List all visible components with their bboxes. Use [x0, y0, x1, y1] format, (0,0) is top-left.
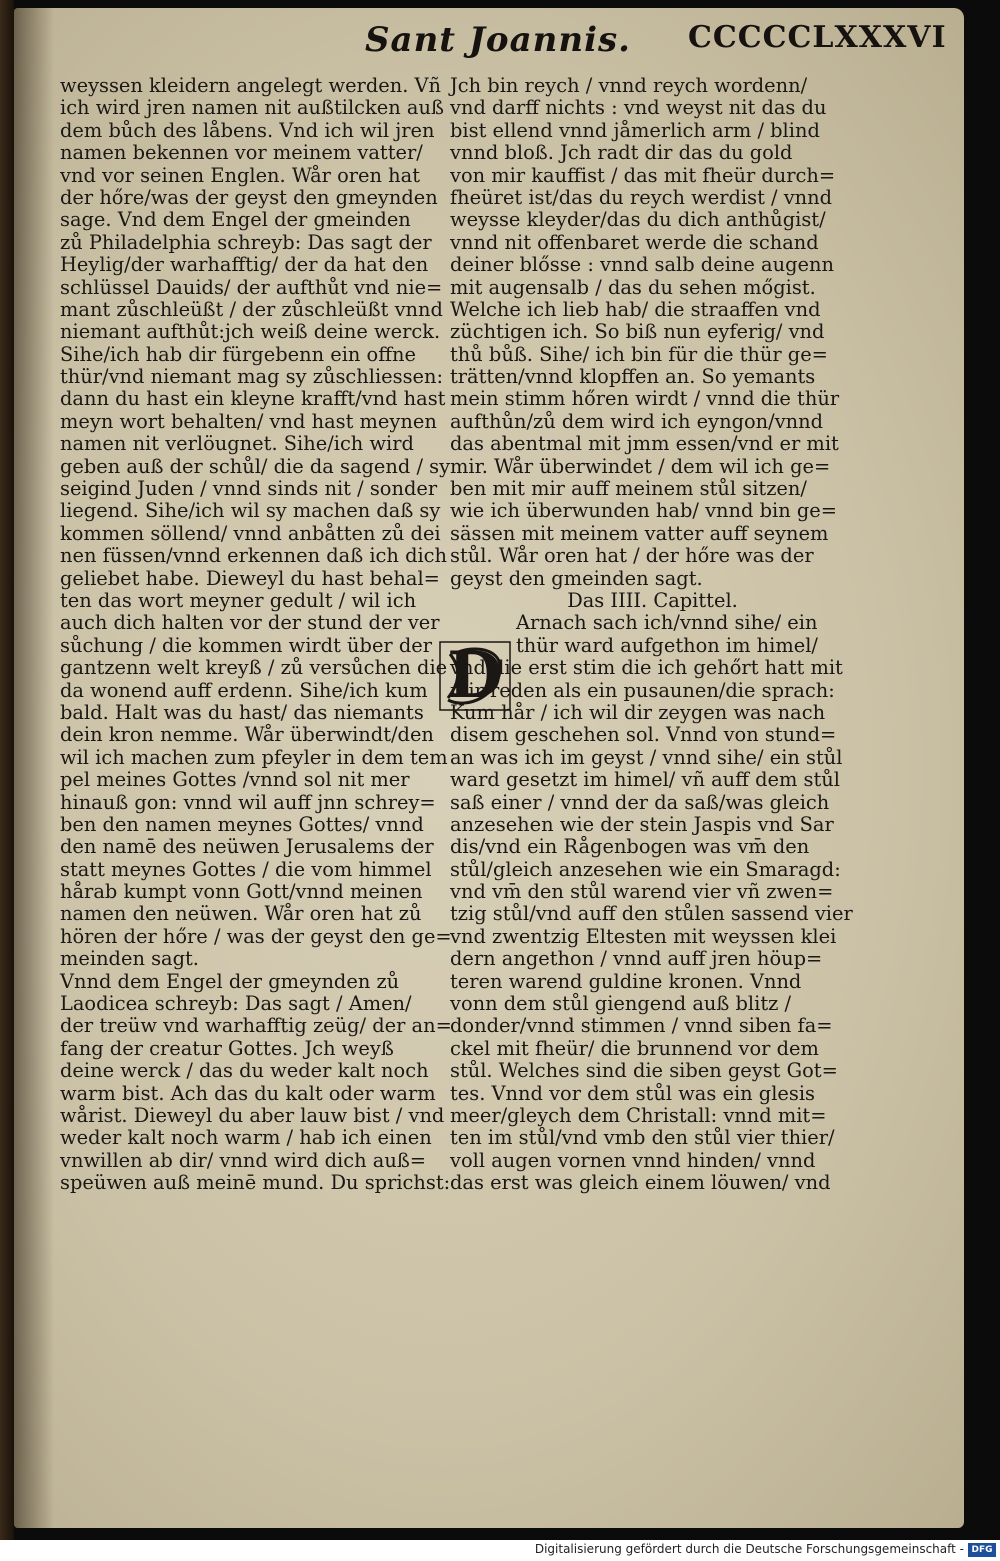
text-line: Welche ich lieb hab/ die straaffen vnd — [450, 297, 821, 321]
running-title: Sant Joannis. — [365, 20, 631, 60]
decorated-initial — [438, 640, 512, 712]
text-line: dis/vnd ein Rågenbogen was vm̄ den — [450, 835, 810, 859]
text-line: vnd vm̄ den stůl warend vier vñ zwen= — [450, 880, 834, 904]
text-line: vnnd nit offenbaret werde die schand — [450, 230, 819, 254]
text-line: vnd darff nichts : vnd weyst nit das du — [450, 96, 827, 120]
text-line: thür ward aufgethon im himel/ — [516, 633, 818, 657]
text-line: thů bůß. Sihe/ ich bin für die thür ge= — [450, 342, 828, 366]
text-line: stůl. Welches sind die siben geyst Got= — [450, 1059, 838, 1083]
text-line: weder kalt noch warm / hab ich einen — [60, 1126, 432, 1150]
text-line: fheüret ist/das du reych werdist / vnnd — [450, 185, 833, 209]
text-line: meinden sagt. — [60, 947, 199, 971]
funding-credit: Digitalisierung gefördert durch die Deutsche Forschungsgemeinschaft - — [534, 1542, 964, 1556]
text-line: vnd zwentzig Eltesten mit weyssen klei — [450, 924, 837, 948]
text-line: Heylig/der warhafftig/ der da hat den — [60, 253, 429, 277]
text-line: ich wird jren namen nit außtilcken auß — [60, 96, 444, 120]
text-line: hinauß gon: vnnd wil auff jnn schrey= — [60, 790, 436, 814]
text-line: ben den namen meynes Gottes/ vnnd — [60, 812, 424, 836]
text-line: trätten/vnnd klopffen an. So yemants — [450, 365, 816, 389]
text-line: hören der hőre / was der geyst den ge= — [60, 924, 452, 948]
text-line: sässen mit meinem vatter auff seynem — [450, 521, 829, 545]
text-line: ten das wort meyner gedult / wil ich — [60, 588, 417, 612]
text-line: ckel mit fheür/ die brunnend vor dem — [450, 1036, 819, 1060]
text-line: den namē des neüwen Jerusalems der — [60, 835, 434, 859]
text-line: sůchung / die kommen wirdt über der — [60, 633, 433, 657]
text-line: mir. Wår überwindet / dem wil ich ge= — [450, 454, 831, 478]
text-line: auch dich halten vor der stund der ver — [60, 611, 440, 635]
text-line: namen bekennen vor meinem vatter/ — [60, 141, 423, 165]
folio-number: CCCCCLXXXVI — [688, 20, 947, 55]
text-line: mant zůschleüßt / der zůschleüßt vnnd — [60, 297, 443, 321]
text-line: da wonend auff erdenn. Sihe/ich kum — [60, 678, 428, 702]
text-line: das erst was gleich einem löuwen/ vnd — [450, 1171, 831, 1195]
dfg-logo: DFG — [968, 1543, 996, 1557]
text-line: dem bůch des låbens. Vnd ich wil jren — [60, 118, 435, 142]
text-line: von mir kauffist / das mit fheür durch= — [450, 163, 836, 187]
text-line: tzig stůl/vnd auff den stůlen sassend vier — [450, 902, 853, 926]
text-line: pel meines Gottes /vnnd sol nit mer — [60, 768, 410, 792]
text-line: wie ich überwunden hab/ vnnd bin ge= — [450, 499, 837, 523]
text-line: das abentmal mit jmm essen/vnd er mit — [450, 432, 839, 456]
text-line: sage. Vnd dem Engel der gmeinden — [60, 208, 411, 232]
left-text-column — [60, 74, 452, 1195]
right-text-column — [450, 74, 853, 1195]
text-line: dern angethon / vnnd auff jren höup= — [450, 947, 823, 971]
text-line: ben mit mir auff meinem stůl sitzen/ — [450, 477, 807, 501]
text-line: deiner blősse : vnnd salb deine augenn — [450, 253, 834, 277]
text-line: Jch bin reych / vnnd reych wordenn/ — [450, 74, 808, 97]
text-line: gantzenn welt kreyß / zů versůchen die — [60, 656, 448, 680]
text-line: Das IIII. Capittel. — [567, 588, 738, 612]
text-line: donder/vnnd stimmen / vnnd siben fa= — [450, 1014, 833, 1038]
text-line: kommen söllend/ vnnd anbåtten zů dei — [60, 521, 441, 545]
text-line: namen den neüwen. Wår oren hat zů — [60, 902, 422, 926]
text-line: geyst den gmeinden sagt. — [450, 566, 703, 590]
text-line: liegend. Sihe/ich wil sy machen daß sy — [60, 499, 441, 523]
text-line: an was ich im geyst / vnnd sihe/ ein stůl — [450, 745, 843, 769]
spine-shadow — [14, 8, 54, 1528]
text-line: Vnnd dem Engel der gmeynden zů — [60, 969, 400, 993]
text-line: geliebet habe. Dieweyl du hast behal= — [60, 566, 440, 590]
text-line: aufthůn/zů dem wird ich eyngon/vnnd — [450, 409, 824, 433]
text-line: namen nit verlöugnet. Sihe/ich wird — [60, 432, 414, 456]
text-line: speüwen auß meinē mund. Du sprichst: — [60, 1171, 451, 1195]
text-line: nen füssen/vnnd erkennen daß ich dich — [60, 544, 448, 568]
text-line: vnd vor seinen Englen. Wår oren hat — [60, 163, 421, 187]
text-line: Laodicea schreyb: Das sagt / Amen/ — [60, 992, 412, 1016]
text-line: dann du hast ein kleyne krafft/vnd hast — [60, 387, 446, 411]
footer-bar — [0, 1540, 1000, 1561]
text-line: stůl/gleich anzesehen wie ein Smaragd: — [450, 857, 841, 881]
text-line: vnwillen ab dir/ vnnd wird dich auß= — [60, 1148, 427, 1172]
text-line: meyn wort behalten/ vnd hast meynen — [60, 409, 437, 433]
text-line: Sihe/ich hab dir fürgebenn ein offne — [60, 342, 416, 366]
text-line: ward gesetzt im himel/ vñ auff dem stůl — [450, 768, 840, 792]
text-line: bist ellend vnnd jåmerlich arm / blind — [450, 118, 820, 142]
text-line: wil ich machen zum pfeyler in dem tem — [60, 745, 448, 769]
text-line: der hőre/was der geyst den gmeynden — [60, 185, 438, 209]
text-line: warm bist. Ach das du kalt oder warm — [60, 1081, 436, 1105]
text-line: züchtigen ich. So biß nun eyferig/ vnd — [450, 320, 825, 344]
text-line: teren warend guldine kronen. Vnnd — [450, 969, 802, 993]
initial-letter: D — [447, 638, 503, 713]
book-edge — [0, 0, 14, 1540]
text-line: vnd die erst stim die ich gehőrt hatt mit — [450, 656, 843, 680]
text-line: Arnach sach ich/vnnd sihe/ ein — [516, 611, 818, 635]
text-line: geben auß der schůl/ die da sagend / sy — [60, 454, 451, 478]
text-line: tes. Vnnd vor dem stůl was ein glesis — [450, 1081, 815, 1105]
text-line: bald. Halt was du hast/ das niemants — [60, 700, 424, 724]
text-line: schlüssel Dauids/ der aufthůt vnd nie= — [60, 275, 443, 299]
text-line: anzesehen wie der stein Jaspis vnd Sar — [450, 812, 834, 836]
text-line: deine werck / das du weder kalt noch — [60, 1059, 429, 1083]
text-line: vnnd bloß. Jch radt dir das du gold — [450, 141, 793, 165]
text-line: meer/gleych dem Christall: vnnd mit= — [450, 1103, 827, 1127]
text-line: mit augensalb / das du sehen mőgist. — [450, 275, 816, 299]
text-line: der treüw vnd warhafftig zeüg/ der an= — [60, 1014, 452, 1038]
text-line: vonn dem stůl giengend auß blitz / — [450, 992, 792, 1016]
text-line: thür/vnd niemant mag sy zůschliessen: — [60, 365, 444, 389]
text-line: dein kron nemme. Wår überwindt/den — [60, 723, 434, 747]
text-line: seigind Juden / vnnd sinds nit / sonder — [60, 477, 438, 501]
text-line: mir reden als ein pusaunen/die sprach: — [450, 678, 835, 702]
text-line: statt meynes Gottes / die vom himmel — [60, 857, 432, 881]
text-line: mein stimm hőren wirdt / vnnd die thür — [450, 387, 840, 411]
text-line: weysse kleyder/das du dich anthůgist/ — [450, 208, 826, 232]
text-line: wårist. Dieweyl du aber lauw bist / vnd — [60, 1103, 445, 1127]
text-line: fang der creatur Gottes. Jch weyß — [60, 1036, 394, 1060]
text-line: zů Philadelphia schreyb: Das sagt der — [60, 230, 432, 254]
text-line: disem geschehen sol. Vnnd von stund= — [450, 723, 837, 747]
text-line: niemant aufthůt:jch weiß deine werck. — [60, 320, 441, 344]
text-line: saß einer / vnnd der da saß/was gleich — [450, 790, 830, 814]
text-line: Kum hår / ich wil dir zeygen was nach — [450, 700, 826, 724]
text-line: voll augen vornen vnnd hinden/ vnnd — [450, 1148, 816, 1172]
text-line: stůl. Wår oren hat / der hőre was der — [450, 544, 814, 568]
text-line: weyssen kleidern angelegt werden. Vñ — [60, 74, 442, 97]
text-line: hårab kumpt vonn Gott/vnnd meinen — [60, 880, 423, 904]
text-line: ten im stůl/vnd vmb den stůl vier thier/ — [450, 1126, 835, 1150]
